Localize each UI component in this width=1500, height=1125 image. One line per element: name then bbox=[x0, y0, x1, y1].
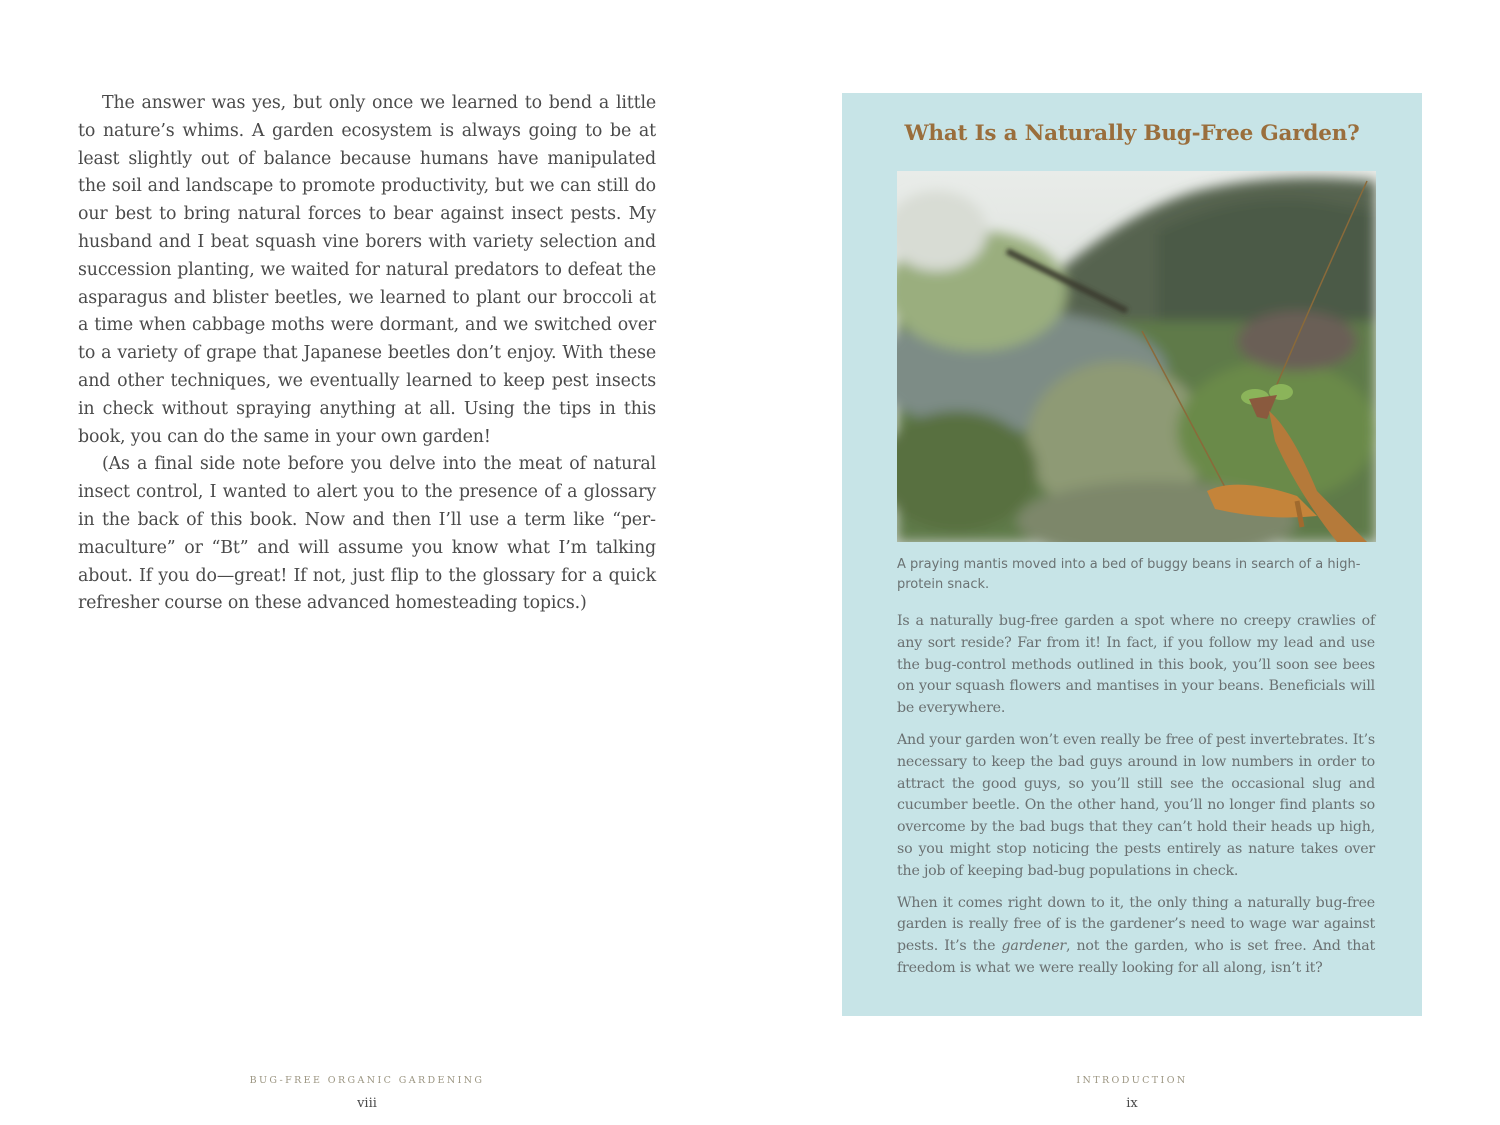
text-span: And your garden won’t even really be free of pest invertebrates. It’s necessary to keep the bad guys around in low numbers in order to attract the good guys, so you’ll still see the occasional slug and cucumber beetle. On the other hand, you’ll no longer find plants so overcome by the bad bugs that they can’t hold their heads up high, so you might stop noticing the pests entirely as nature takes over the job of keeping bad-bug populations in check. bbox=[897, 731, 1375, 879]
running-head: BUG-FREE ORGANIC GARDENING bbox=[249, 1075, 485, 1086]
paragraph: The answer was yes, but only once we learned to bend a little to nature’s whims. A garden ecosystem is always going to be at least slightly out of balance because humans have manipulated the soil and landscape to promote productivity, but we can still do our best to bring natural forces to bear against insect pests. My husband and I beat squash vine borers with variety selection and succession planting, we waited for natural predators to defeat the asparagus and blister beetles, we learned to plant our broccoli at a time when cabbage moths were dormant, and we switched over to a variety of grape that Japanese beetles don’t enjoy. With these and other techniques, we eventually learned to keep pest insects in check without spraying anything at all. Using the tips in this book, you can do the same in your own garden! bbox=[78, 93, 656, 447]
sidebar-title: What Is a Naturally Bug-Free Garden? bbox=[904, 121, 1360, 146]
right-page bbox=[750, 0, 1500, 1125]
mantis-photo bbox=[897, 171, 1376, 542]
photo-caption: A praying mantis moved into a bed of buggy beans in search of a high-protein snack. bbox=[897, 557, 1361, 592]
photo-illustration bbox=[897, 171, 1376, 542]
sidebar-paragraph bbox=[897, 730, 1375, 883]
running-head: INTRODUCTION bbox=[1076, 1075, 1188, 1086]
text-span: , not the garden, who is set free. And that freedom is what we were really looking for all along, isn’t it? bbox=[897, 938, 1375, 976]
sidebar-text bbox=[897, 611, 1375, 990]
sidebar-paragraph bbox=[897, 611, 1375, 720]
text-span: When it comes right down to it, the only thing a naturally bug-free garden is really free of is the gardener’s need to wage war against pests. It’s the bbox=[897, 894, 1375, 955]
sidebar-paragraph bbox=[897, 893, 1375, 980]
paragraph: (As a final side note before you delve into the meat of natural insect control, I wanted to alert you to the presence of a glossary in the back of this book. Now and then I’ll use a term like “permaculture” or “Bt” and will assume you know what I’m talking about. If you do—great! If not, just flip to the glossary for a quick refresher course on these advanced homesteading topics.) bbox=[78, 454, 656, 614]
text-span: Is a naturally bug-free garden a spot where no creepy crawlies of any sort reside? Far from it! In fact, if you follow my lead and use the bug-control methods outlined in this book, you’ll soon see bees on your squash flowers and mantises in your beans. Beneficials will be everywhere. bbox=[897, 613, 1375, 717]
sidebar-box bbox=[842, 93, 1422, 1016]
page-number: ix bbox=[1126, 1096, 1138, 1111]
emphasis-text: gardener bbox=[1001, 938, 1066, 955]
page-number: viii bbox=[357, 1096, 377, 1111]
body-text bbox=[78, 90, 656, 618]
